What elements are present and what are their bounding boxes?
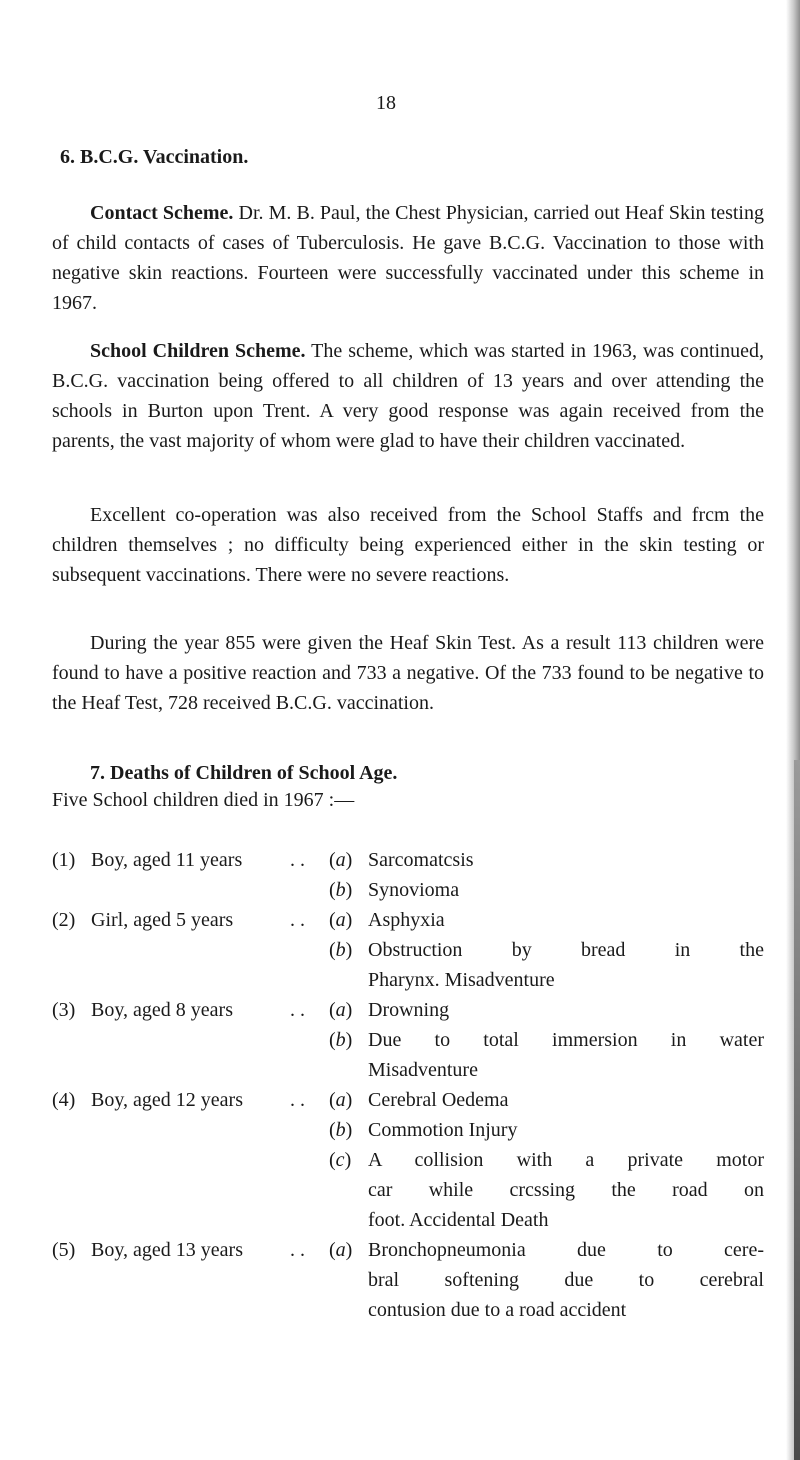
leader-dots: . . [290,1239,305,1261]
cause-letter: (c) [329,1149,352,1171]
cause-text: foot. Accidental Death [368,1209,549,1231]
paragraph-heaf-test [52,628,764,718]
cause-text: bral softening due to cerebral [368,1269,764,1291]
death-cause [52,1025,764,1085]
paragraph-school-children-scheme [52,336,764,456]
deaths-list [52,845,764,1325]
death-number: (1) [52,849,76,871]
death-person: Boy, aged 13 years [91,1239,243,1261]
leader-dots: . . [290,849,305,871]
cause-text: Misadventure [368,1059,478,1081]
cause-letter: (a) [329,999,353,1021]
cause-letter: (b) [329,1119,353,1141]
cause-text: Drowning [368,999,450,1021]
page-edge-dark [794,760,800,1460]
death-cause [52,875,764,905]
section-7-intro: Five School children died in 1967 :— [52,789,355,811]
paragraph-contact-scheme [52,198,764,318]
death-cause [52,1235,764,1325]
cause-text: Due to total immersion in water [368,1029,764,1051]
section-6-heading: 6. B.C.G. Vaccination. [60,146,249,168]
cause-text: Pharynx. Misadventure [368,969,555,991]
cause-letter: (b) [329,879,353,901]
cause-text: Bronchopneumonia due to cere- [368,1239,764,1261]
leader-dots: . . [290,909,305,931]
page-number: 18 [376,92,396,114]
cause-text: Commotion Injury [368,1119,518,1141]
cause-letter: (b) [329,1029,353,1051]
death-cause [52,845,764,875]
death-cause [52,1115,764,1145]
death-cause [52,1145,764,1235]
death-person: Boy, aged 11 years [91,849,243,871]
leader-dots: . . [290,999,305,1021]
cause-text: Synovioma [368,879,460,901]
cause-text: car while crcssing the road on [368,1179,764,1201]
cause-letter: (a) [329,849,353,871]
paragraph-co-operation [52,500,764,590]
cause-text: Obstruction by bread in the [368,939,764,961]
paragraph-text: Excellent co-operation was also received from the School Staffs and frcm the children themselves ; no difficulty being experienced either in the skin testing or subsequent vaccinations. There were no severe reactions. [52,504,764,586]
leader-dots: . . [290,1089,305,1111]
paragraph-text: During the year 855 were given the Heaf Skin Test. As a result 113 children were found to have a positive reaction and 733 a negative. Of the 733 found to be negative to the Heaf Test, 728 received B.C.G. vaccination. [52,632,764,714]
cause-text: Cerebral Oedema [368,1089,509,1111]
cause-letter: (a) [329,909,353,931]
paragraph-lead: Contact Scheme. [90,202,234,224]
death-person: Boy, aged 8 years [91,999,233,1021]
death-cause [52,935,764,995]
cause-letter: (a) [329,1239,353,1261]
death-entry [52,1085,764,1235]
death-cause [52,905,764,935]
death-number: (5) [52,1239,76,1261]
death-person: Girl, aged 5 years [91,909,234,931]
death-number: (3) [52,999,76,1021]
section-7-heading: 7. Deaths of Children of School Age. [90,762,398,784]
paragraph-text: The scheme, which was started in 1963, was continued, B.C.G. vaccination being offered to all children of 13 years and over attending the schools in Burton upon Trent. A very good response was again received from the parents, the vast majority of whom were glad to have their children vaccinated. [52,340,764,452]
death-entry [52,995,764,1085]
cause-text: A collision with a private motor [368,1149,764,1171]
death-cause [52,995,764,1025]
cause-text: Asphyxia [368,909,445,931]
cause-letter: (a) [329,1089,353,1111]
death-entry [52,845,764,905]
paragraph-text: Dr. M. B. Paul, the Chest Physician, carried out Heaf Skin testing of child contacts of cases of Tuberculosis. He gave B.C.G. Vaccination to those with negative skin reactions. Fourteen were successfully vaccinated under this scheme in 1967. [52,202,764,314]
paragraph-lead: School Children Scheme. [90,340,306,362]
death-number: (4) [52,1089,76,1111]
cause-letter: (b) [329,939,353,961]
death-person: Boy, aged 12 years [91,1089,243,1111]
death-cause [52,1085,764,1115]
death-number: (2) [52,909,76,931]
death-entry [52,905,764,995]
cause-text: contusion due to a road accident [368,1299,627,1321]
death-entry [52,1235,764,1325]
cause-text: Sarcomatcsis [368,849,474,871]
